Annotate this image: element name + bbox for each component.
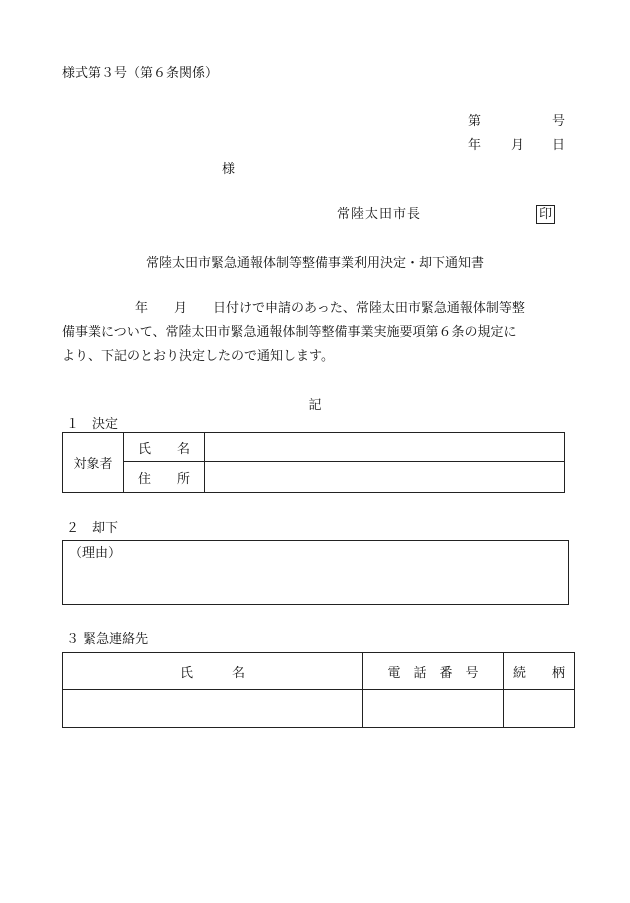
form-number: 様式第３号（第６条関係） bbox=[62, 66, 219, 81]
document-title: 常陸太田市緊急通報体制等整備事業利用決定・却下通知書 bbox=[145, 256, 484, 271]
body-line-2: 備事業について、常陸太田市緊急通報体制等整備事業実施要項第６条の規定に bbox=[62, 325, 517, 340]
addressee-honorific: 様 bbox=[222, 162, 236, 177]
subject-label: 対象者 bbox=[63, 433, 124, 493]
doc-number-prefix: 第 bbox=[468, 114, 482, 129]
date-day: 日 bbox=[552, 138, 566, 153]
contact-relation-header: 続 柄 bbox=[504, 653, 575, 690]
date-month: 月 bbox=[511, 138, 525, 153]
contact-phone-header: 電 話 番 号 bbox=[363, 653, 504, 690]
decision-table bbox=[62, 432, 565, 493]
contact-name-header: 氏 名 bbox=[63, 653, 363, 690]
doc-number-suffix: 号 bbox=[552, 114, 566, 129]
body-line-1: 年 月 日付けで申請のあった、常陸太田市緊急通報体制等整 bbox=[135, 301, 525, 316]
section2-heading: ２ 却下 bbox=[66, 521, 119, 536]
date-year: 年 bbox=[468, 138, 482, 153]
rejection-reason-box[interactable] bbox=[62, 540, 569, 605]
seal-stamp: 印 bbox=[536, 205, 555, 224]
emergency-contact-table bbox=[62, 652, 575, 728]
address-field[interactable] bbox=[205, 462, 565, 493]
name-label: 氏 名 bbox=[124, 433, 205, 462]
reason-label: （理由） bbox=[69, 546, 122, 561]
contact-phone-field[interactable] bbox=[363, 690, 504, 728]
contact-name-field[interactable] bbox=[63, 690, 363, 728]
name-field[interactable] bbox=[205, 433, 565, 462]
section1-heading: １ 決定 bbox=[66, 417, 119, 432]
ki-heading: 記 bbox=[308, 398, 322, 413]
address-label: 住 所 bbox=[124, 462, 205, 493]
body-line-3: より、下記のとおり決定したので通知します。 bbox=[62, 349, 334, 364]
issuer-title: 常陸太田市長 bbox=[337, 207, 422, 222]
section3-heading: ３ 緊急連絡先 bbox=[66, 632, 149, 647]
contact-relation-field[interactable] bbox=[504, 690, 575, 728]
